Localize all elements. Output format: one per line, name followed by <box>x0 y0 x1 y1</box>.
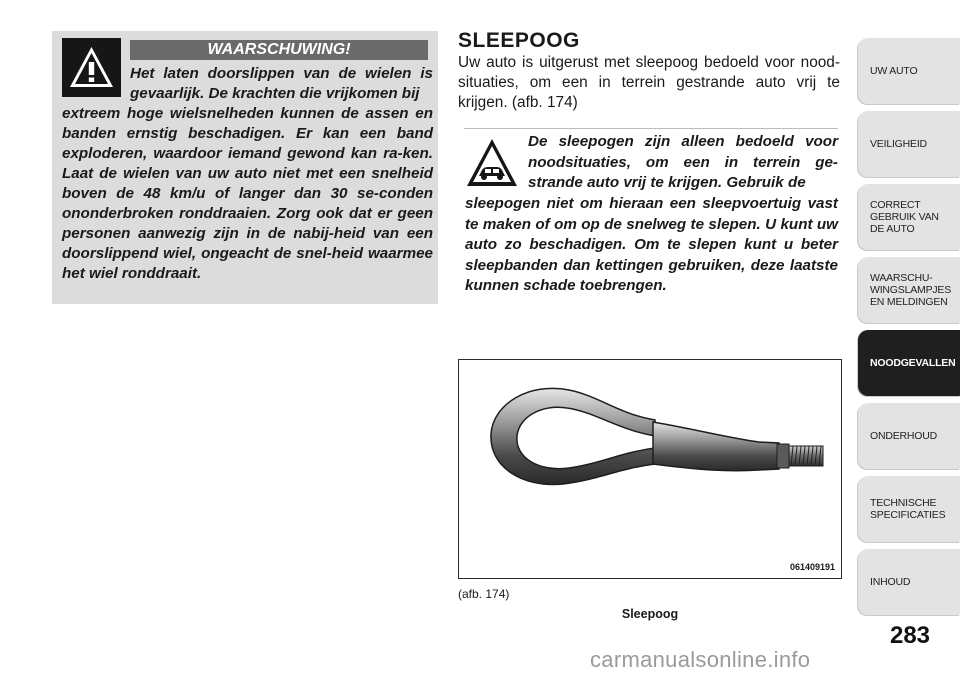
warning-triangle-icon <box>62 38 121 97</box>
caution-divider <box>464 128 838 129</box>
figure-code: 061409191 <box>789 562 835 572</box>
warning-body-text: extreem hoge wielsnelheden kunnen de assen en banden ernstig beschadigen. Er kan een band exploderen, waardoor iemand gewond kan ra-ken. Laat de wielen van uw auto niet met een snelheid boven de 48 km/u of langer dan 30 se-conden ononderbroken ronddraaien. Zorg ook dat er geen personen aanwezig zijn in de nabij-heid van een doorslippend wiel, ongeacht de snel-heid waarmee het wiel ronddraait. <box>62 105 433 282</box>
warning-header: WAARSCHUWING! <box>130 40 428 60</box>
section-title: SLEEPOOG <box>458 29 580 52</box>
tow-eye-figure <box>458 359 842 579</box>
section-intro: Uw auto is uitgerust met sleepoog bedoeld voor nood-situaties, om een in terrein gestrande auto vrij te krijgen. (afb. 174) <box>458 54 840 111</box>
tab-inhoud[interactable] <box>858 549 960 615</box>
page-number: 283 <box>889 622 931 649</box>
watermark: carmanualsonline.info <box>590 647 811 672</box>
tab-label: VEILIGHEID <box>870 138 927 150</box>
figure-reference: (afb. 174) <box>458 587 510 601</box>
tab-correct-gebruik[interactable] <box>858 184 960 250</box>
caution-lead-text: De sleepogen zijn alleen bedoeld voor noodsituaties, om een in terrein ge-strande auto vrij te krijgen. Gebruik de <box>528 133 838 191</box>
tab-waarschuwingslampjes[interactable] <box>858 257 960 323</box>
tab-label: TECHNISCHE SPECIFICATIES <box>870 497 946 521</box>
tab-label: INHOUD <box>870 576 911 588</box>
tab-veiligheid[interactable] <box>858 111 960 177</box>
car-caution-icon <box>465 136 519 190</box>
tab-label: ONDERHOUD <box>870 430 938 442</box>
tab-label: CORRECT GEBRUIK VAN DE AUTO <box>870 199 939 235</box>
tow-eye-illustration <box>459 360 840 577</box>
caution-body-text: sleepogen niet om hieraan een sleepvoertuig vast te maken of om op de snelweg te slepen. U kunt uw auto zo beschadigen. Om te slepen kunt u beter sleepbanden dan kettingen gebruiken, deze laatste kunnen schade toebrengen. <box>465 195 838 294</box>
tab-technische-specificaties[interactable] <box>858 476 960 542</box>
warning-lead-text: Het laten doorslippen van de wielen is gevaarlijk. De krachten die vrijkomen bij <box>130 65 433 102</box>
tab-label: NOODGEVALLEN <box>870 357 956 369</box>
tab-noodgevallen[interactable] <box>858 330 960 396</box>
figure-caption: Sleepoog <box>621 607 679 621</box>
tab-label: WAARSCHU- WINGSLAMPJES EN MELDINGEN <box>870 272 952 308</box>
tab-uw-auto[interactable] <box>858 38 960 104</box>
tab-label: UW AUTO <box>870 65 918 77</box>
chapter-tabs <box>858 0 960 678</box>
tab-onderhoud[interactable] <box>858 403 960 469</box>
